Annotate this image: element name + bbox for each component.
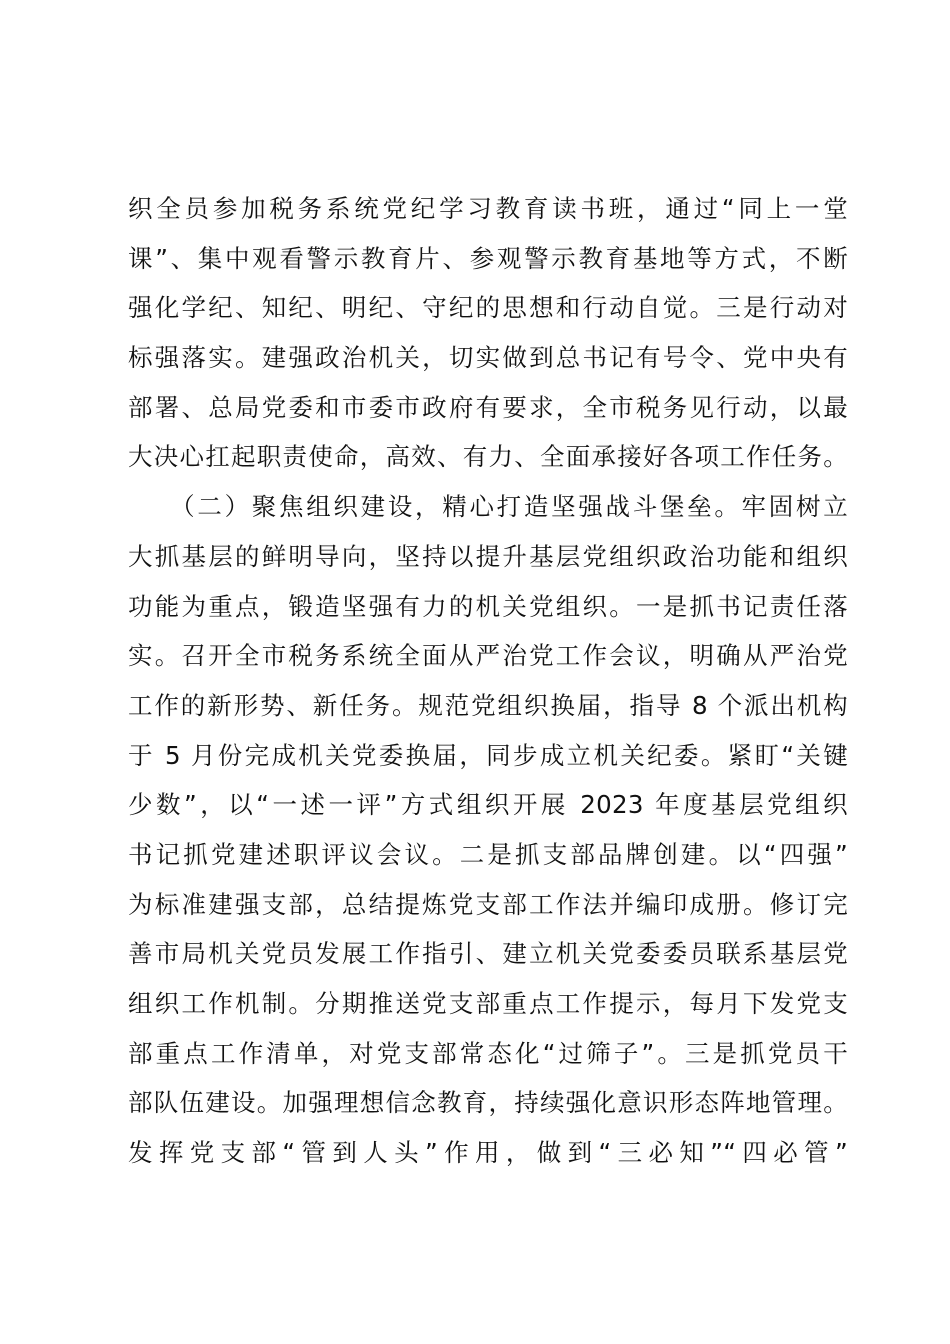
text-line: 善市局机关党员发展工作指引、建立机关党委委员联系基层党 [128,939,848,969]
text-line: 部队伍建设。加强理想信念教育，持续强化意识形态阵地管理。 [128,1088,848,1118]
text-line: 功能为重点，锻造坚强有力的机关党组织。一是抓书记责任落 [128,591,848,621]
text-line: 实。召开全市税务系统全面从严治党工作会议，明确从严治党 [128,641,848,671]
text-line: 书记抓党建述职评议会议。二是抓支部品牌创建。以“四强” [128,839,848,869]
text-line: 课”、集中观看警示教育片、参观警示教育基地等方式，不断 [128,243,848,273]
text-line: 工作的新形势、新任务。规范党组织换届，指导 8 个派出机构 [128,690,848,720]
text-line: 大决心扛起职责使命，高效、有力、全面承接好各项工作任务。 [128,442,848,472]
text-line: 标强落实。建强政治机关，切实做到总书记有号令、党中央有 [128,343,848,373]
body-text [128,184,848,1178]
text-line: 于 5 月份完成机关党委换届，同步成立机关纪委。紧盯“关键 [128,740,848,770]
text-line: 少数”，以“一述一评”方式组织开展 2023 年度基层党组织 [128,790,848,820]
text-line: 为标准建强支部，总结提炼党支部工作法并编印成册。修订完 [128,889,848,919]
text-line: 部重点工作清单，对党支部常态化“过筛子”。三是抓党员干 [128,1038,848,1068]
text-line: 强化学纪、知纪、明纪、守纪的思想和行动自觉。三是行动对 [128,293,848,323]
text-line: 织全员参加税务系统党纪学习教育读书班，通过“同上一堂 [128,194,848,223]
text-line: （二）聚焦组织建设，精心打造坚强战斗堡垒。牢固树立 [128,492,848,522]
text-line: 组织工作机制。分期推送党支部重点工作提示，每月下发党支 [128,989,848,1018]
text-line: 部署、总局党委和市委市政府有要求，全市税务见行动，以最 [128,392,848,422]
text-line: 发挥党支部“管到人头”作用，做到“三必知”“四必管” [128,1138,848,1168]
text-line: 大抓基层的鲜明导向，坚持以提升基层党组织政治功能和组织 [128,541,848,571]
